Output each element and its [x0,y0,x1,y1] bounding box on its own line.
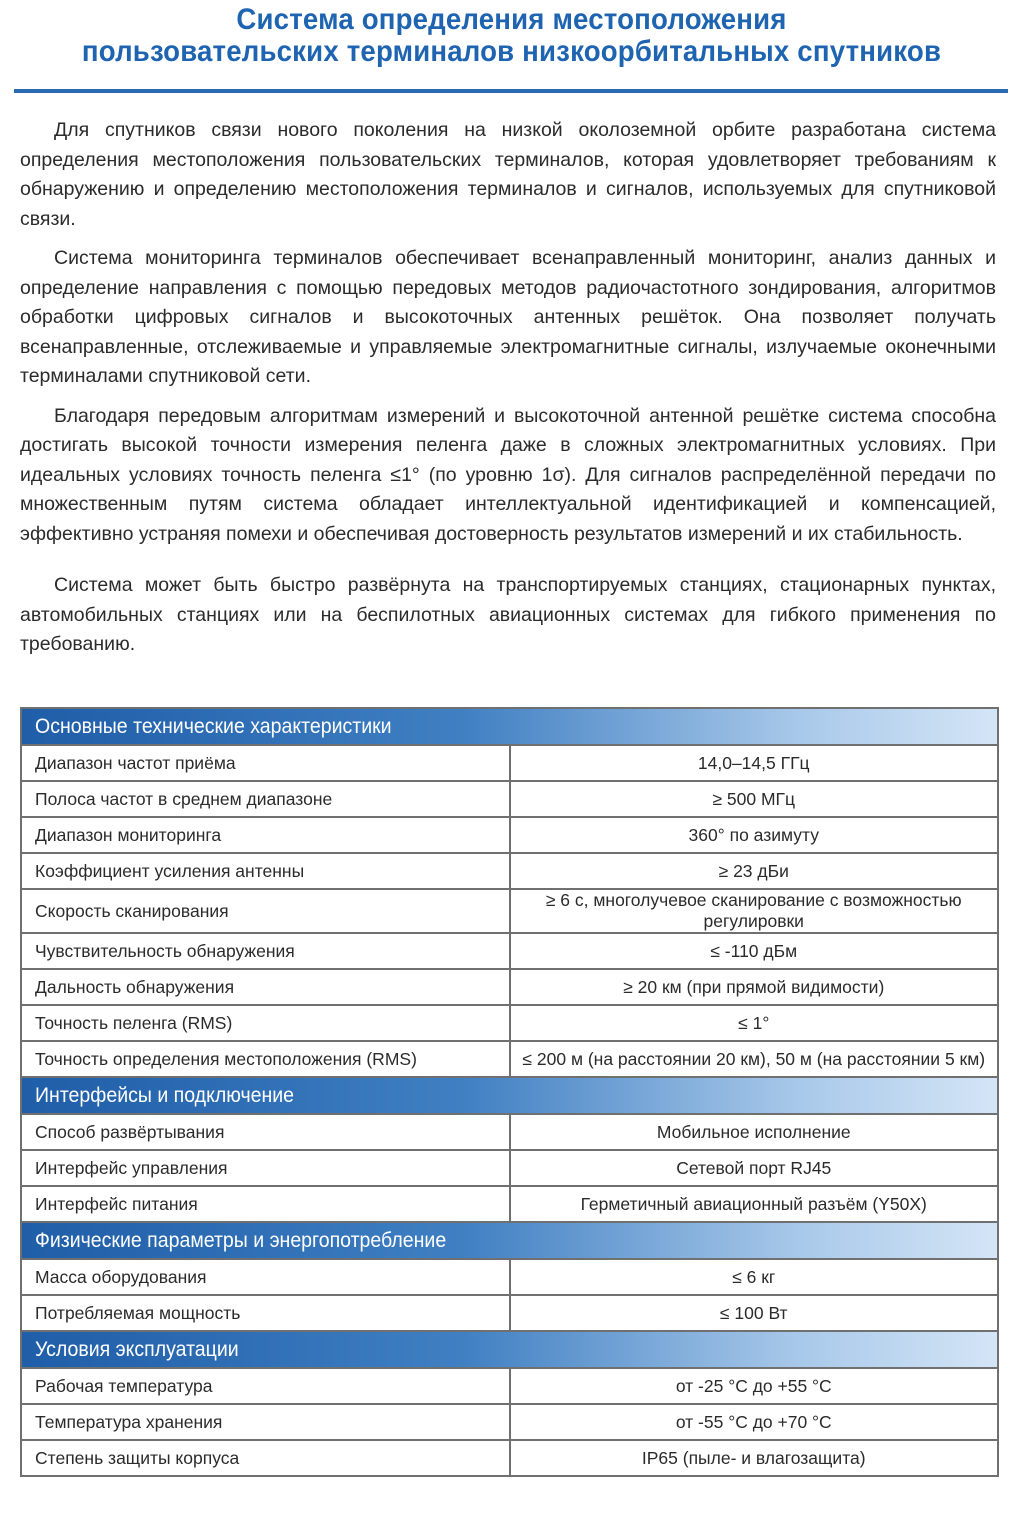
section-header [21,1222,998,1259]
table-row [21,781,998,817]
table-row [21,1440,998,1476]
section-header [21,708,998,745]
section-header-cell [21,1077,998,1114]
paragraph: Система мониторинга терминалов обеспечивает всенаправленный мониторинг, анализ данных и определение направления с помощью передовых методов радиочастотного зондирования, алгоритмов обработки цифровых сигналов и высокоточных антенных решёток. Она позволяет получать всенаправленные, отслеживаемые и управляемые электромагнитные сигналы, излучаемые оконечными терминалами спутниковой сети. [20,247,996,387]
spec-label: Дальность обнаружения [21,969,510,1005]
table-row [21,1295,998,1331]
table-row [21,817,998,853]
spec-label: Коэффициент усиления антенны [21,853,510,889]
spec-value: IP65 (пыле- и влагозащита) [510,1440,999,1476]
page-title [0,4,1023,68]
spec-table-body [21,708,998,1476]
spec-label: Интерфейс управления [21,1150,510,1186]
section-header [21,1331,998,1368]
spec-label: Потребляемая мощность [21,1295,510,1331]
table-row [21,1186,998,1222]
table-row [21,1041,998,1077]
spec-table [20,707,999,1477]
section-title: Интерфейсы и подключение [35,1083,295,1107]
spec-label: Полоса частот в среднем диапазоне [21,781,510,817]
table-row [21,969,998,1005]
table-row [21,853,998,889]
section-title: Физические параметры и энергопотребление [35,1228,447,1252]
paragraph: Благодаря передовым алгоритмам измерений и высокоточной антенной решётке система способна достигать высокой точности измерения пеленга даже в сложных электромагнитных условиях. При идеальных условиях точность пеленга ≤1° (по уровню 1σ). Для сигналов распределённой передачи по множественным путям система обладает интеллектуальной идентификацией и компенсацией, эффективно устраняя помехи и обеспечивая достоверность результатов измерений и их стабильность. [20,404,996,545]
table-row [21,1404,998,1440]
spec-value: ≤ 200 м (на расстоянии 20 км), 50 м (на расстоянии 5 км) [510,1041,999,1077]
spec-label: Чувствительность обнаружения [21,933,510,969]
spec-label: Точность пеленга (RMS) [21,1005,510,1041]
section-title: Основные технические характеристики [35,714,392,738]
intro-text [20,116,996,670]
table-row [21,933,998,969]
section-header-cell [21,1331,998,1368]
paragraph: Для спутников связи нового поколения на низкой околоземной орбите разработана система определения местоположения пользовательских терминалов, которая удовлетворяет требованиям к обнаружению и определению местоположения терминалов и сигналов, используемых для спутниковой связи. [20,119,996,230]
spec-value: ≥ 500 МГц [510,781,999,817]
section-header [21,1077,998,1114]
table-row [21,1114,998,1150]
spec-value: ≥ 20 км (при прямой видимости) [510,969,999,1005]
spec-label: Степень защиты корпуса [21,1440,510,1476]
section-header-cell [21,1222,998,1259]
spec-label: Способ развёртывания [21,1114,510,1150]
spec-value: от -25 °C до +55 °C [510,1368,999,1404]
title-line-1: Система определения местоположения [236,3,787,36]
spec-value: Сетевой порт RJ45 [510,1150,999,1186]
table-row [21,1005,998,1041]
spec-value: Мобильное исполнение [510,1114,999,1150]
section-title: Условия эксплуатации [35,1337,239,1361]
title-line-2: пользовательских терминалов низкоорбитальных спутников [81,35,942,68]
table-row [21,745,998,781]
spec-value: от -55 °C до +70 °C [510,1404,999,1440]
spec-label: Точность определения местоположения (RMS) [21,1041,510,1077]
spec-label: Температура хранения [21,1404,510,1440]
spec-value: ≥ 6 с, многолучевое сканирование с возможностью регулировки [510,889,999,933]
spec-label: Диапазон частот приёма [21,745,510,781]
spec-value: ≤ 1° [510,1005,999,1041]
table-row [21,1150,998,1186]
spec-value: ≤ 100 Вт [510,1295,999,1331]
table-row [21,889,998,933]
section-header-cell [21,708,998,745]
title-divider [14,89,1008,93]
spec-label: Масса оборудования [21,1259,510,1295]
spec-label: Рабочая температура [21,1368,510,1404]
table-row [21,1259,998,1295]
table-row [21,1368,998,1404]
paragraph: Система может быть быстро развёрнута на транспортируемых станциях, стационарных пунктах, автомобильных станциях или на беспилотных авиационных системах для гибкого применения по требованию. [20,574,996,655]
spec-label: Интерфейс питания [21,1186,510,1222]
spec-value: ≤ 6 кг [510,1259,999,1295]
spec-value: Герметичный авиационный разъём (Y50X) [510,1186,999,1222]
spec-value: 14,0–14,5 ГГц [510,745,999,781]
spec-value: ≤ -110 дБм [510,933,999,969]
spec-label: Скорость сканирования [21,889,510,933]
spec-value: 360° по азимуту [510,817,999,853]
spec-label: Диапазон мониторинга [21,817,510,853]
spec-value: ≥ 23 дБи [510,853,999,889]
